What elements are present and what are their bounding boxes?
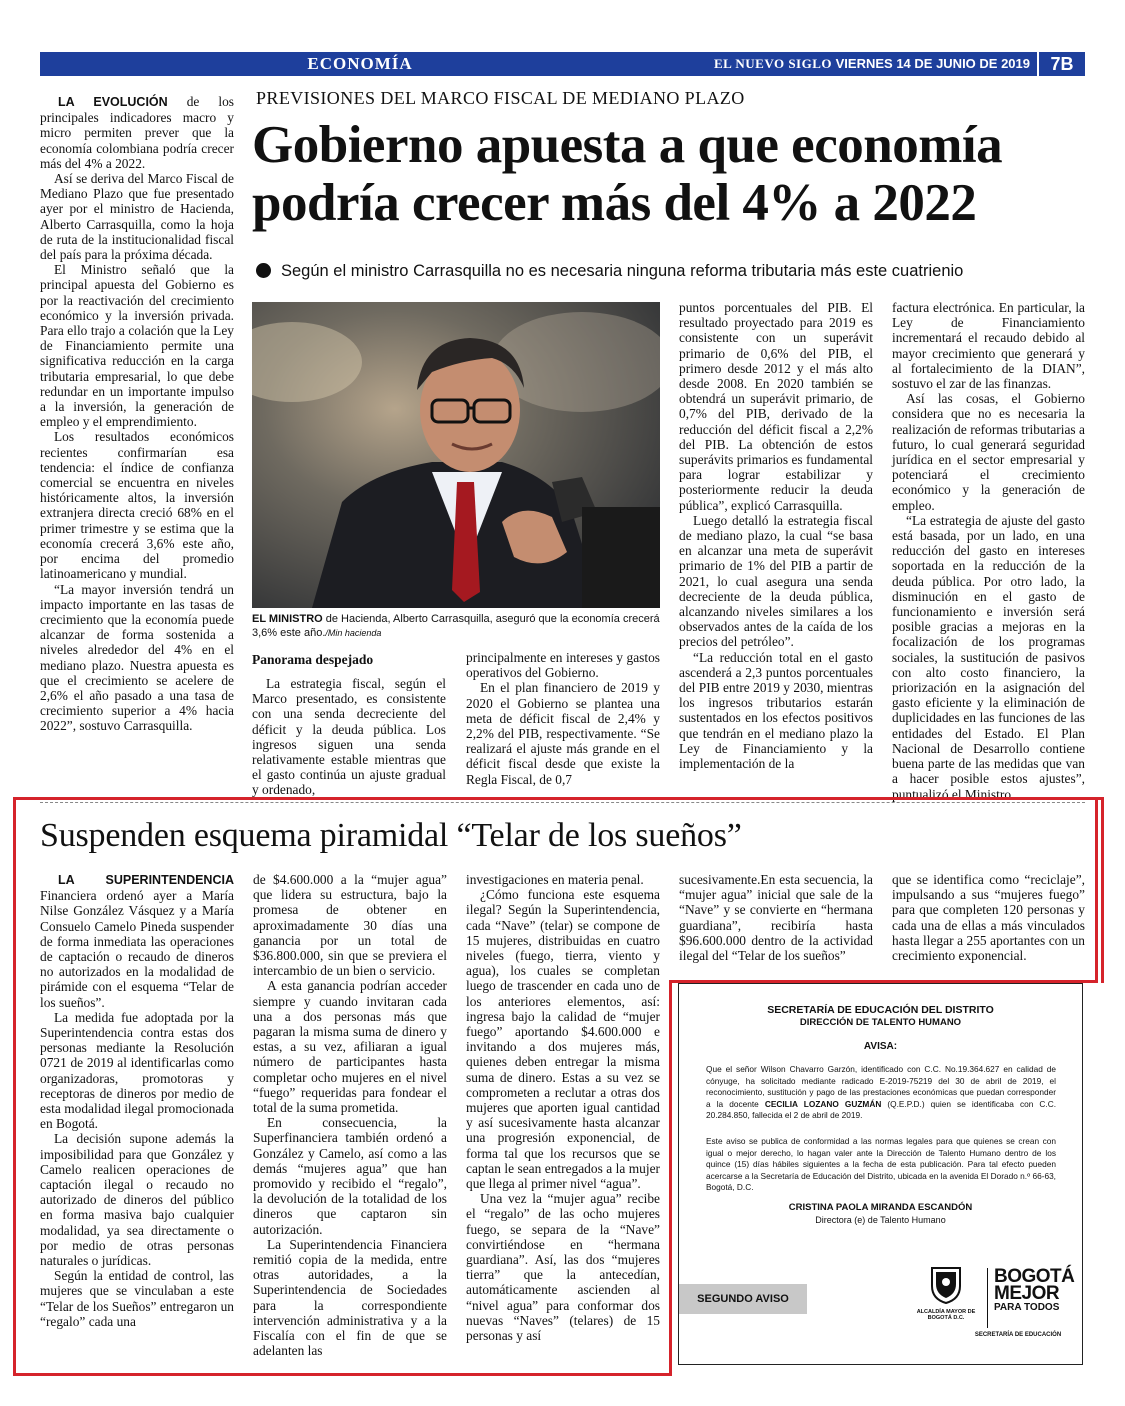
article-headline bbox=[252, 116, 1092, 232]
headline-line-1: Gobierno apuesta a que economía bbox=[252, 116, 1003, 174]
paragraph: LA SUPERINTENDENCIA Financiera ordenó ayer a María Nilse González Vásquez y a María Consuelo Camelo Pineda suspender de forma inmediata las operaciones de captación o recaudo de dineros no autorizados en la modalidad de pirámide con el esquema “Telar de los sueños”. bbox=[40, 873, 234, 1010]
article-kicker: PREVISIONES DEL MARCO FISCAL DE MEDIANO PLAZO bbox=[256, 88, 745, 108]
caption-lead: EL MINISTRO bbox=[252, 613, 323, 625]
notice-paragraph-1: Que el señor Wilson Chavarro Garzón, identificado con C.C. No.19.364.627 en calidad de cónyuge, ha solicitado mediante radicado E-2019-75219 del 30 de abril de 2019, el reconocimiento, sustitución y pago de las prestaciones económicas que puedan corresponder a la docente CECILIA LOZANO GUZMÁN (Q.E.P.D.) quien se identificaba con C.C. 20.284.850, fallecida el 2 de abril de 2019. bbox=[706, 1064, 1057, 1120]
notice-name: CECILIA LOZANO GUZMÁN bbox=[764, 1098, 882, 1109]
page-number: 7B bbox=[1037, 52, 1085, 76]
paragraph: En el plan financiero de 2019 y 2020 el Gobierno se plantea una meta de déficit fiscal de 2,4% y 2,2% del PIB, respectivamente. “Se realizará el ajuste más grande en el déficit fiscal desde que existe la Regla Fiscal, de 0,7 bbox=[466, 680, 660, 787]
paragraph: ¿Cómo funciona este esquema ilegal? Según la Superintendencia, cada “Nave” (telar) se compone de 15 mujeres, distribuidas en cuatro niveles (fuego, tierra, viento y agua), los cuales se completan luego de trascender en cada uno de los anteriores elementos, así: ingresa bajo la calidad de “mujer fuego” aportando $4.600.000 e invitando a dos mujeres más, quienes deben entregar la misma suma de dinero. Estas a su vez se comprometen a reclutar a otras dos mujeres que aporten igual cantidad y así sucesivamente hasta alcanzar una progresión exponencial, de forma tal que los recursos que se captan le sean entregados a la mujer que llega al primer nivel “agua”. bbox=[466, 887, 660, 1192]
issue-date: VIERNES 14 DE JUNIO DE 2019 bbox=[835, 56, 1030, 71]
paragraph: Así las cosas, el Gobierno considera que no es necesaria la realización de reformas tributarias a futuro, lo cual generará seguridad jurídica en el sector empresarial y potenciará el crecimiento económico y la generación de empleo. bbox=[892, 391, 1085, 513]
paragraph: La decisión supone además la imposibilidad para que González y Camelo realicen operaciones de captación ilegal o recaudo no autorizado de dineros del público en forma masiva bajo cualquier modalidad, ya sea directamente o por medio de otras personas naturales o jurídicas. bbox=[40, 1131, 234, 1269]
divider bbox=[40, 802, 1085, 803]
paper-name: EL NUEVO SIGLO bbox=[714, 56, 833, 71]
alcaldia-text: ALCALDÍA MAYOR DE BOGOTÁ D.C. bbox=[916, 1309, 976, 1321]
minister-photo bbox=[252, 302, 660, 608]
article2-column-4 bbox=[679, 872, 873, 963]
article2-column-3 bbox=[466, 872, 660, 1343]
lead-in: LA SUPERINTENDENCIA bbox=[58, 873, 234, 887]
paragraph: Así se deriva del Marco Fiscal de Mediano Plazo que fue presentado ayer por el ministro de Hacienda, Alberto Carrasquilla, como la hoja de ruta de la institucionalidad fiscal del país para la próxima década. bbox=[40, 171, 234, 263]
headline-line-2: podría crecer más del 4% a 2022 bbox=[252, 174, 977, 232]
notice-paragraph-2: Este aviso se publica de conformidad a las normas legales para que quienes se crean con igual o mejor derecho, lo hagan valer ante la Dirección de Talento Humano dentro de los quince (15) días hábiles siguientes a la fecha de esta publicación. Para tal efecto pueden acercarse a la Secretaría de Educación del Distrito, ubicada en la avenida El Dorado n.º 66-63, Bogotá, D.C. bbox=[706, 1136, 1056, 1192]
paragraph: Una vez la “mujer agua” recibe el “regalo” de las ocho mujeres fuego, se separa de la “Nave” convirtiéndose en “hermana guardiana”. Así, las dos “mujeres tierra” que la antecedían, automáticamente ascienden al “nivel agua” para conformar dos nuevas “Naves” (telares) de 15 personas y así bbox=[466, 1191, 660, 1344]
section-header-bar bbox=[40, 52, 1085, 76]
paragraph: factura electrónica. En particular, la Ley de Financiamiento incrementará el recaudo debido al mayor crecimiento que generará y al fortalecimiento de la DIAN”, sostuvo el zar de las finanzas. bbox=[892, 300, 1085, 392]
article1-column-1 bbox=[40, 94, 234, 734]
paragraph: puntos porcentuales del PIB. El resultado proyectado para 2019 es consistente con un superávit primario de 0,6% del PIB, el primero desde 2012 y el más alto desde 2008. En 2020 también se obtendrá un superávit primario, de 0,7% del PIB, derivado de la reducción del déficit fiscal a 2,2% del PIB. La obtención de estos superávits primarios es fundamental para lograr estabilizar y posteriormente reducir la deuda pública”, explicó Carrasquilla. bbox=[679, 300, 873, 513]
article1-column-3 bbox=[466, 650, 660, 787]
highlight-frame-right bbox=[1095, 797, 1098, 983]
section-subhead: Panorama despejado bbox=[252, 652, 374, 667]
paragraph: investigaciones en materia penal. bbox=[466, 872, 644, 887]
subhead-text: Según el ministro Carrasquilla no es necesaria ninguna reforma tributaria más este cuatrienio bbox=[281, 262, 964, 280]
article2-column-1 bbox=[40, 872, 234, 1329]
notice-signer-role: Directora (e) de Talento Humano bbox=[815, 1215, 946, 1225]
photo-caption bbox=[252, 612, 660, 640]
paragraph: La estrategia fiscal, según el Marco presentado, es consistente con una senda decreciente del déficit y la deuda pública. Los ingresos siguen una senda relativamente estable mientras que el gasto continúa un ajuste gradual y ordenado, bbox=[252, 676, 446, 798]
lead-in: LA EVOLUCIÓN bbox=[58, 95, 168, 109]
highlight-frame-bottom bbox=[13, 1373, 672, 1376]
paragraph: Los resultados económicos recientes confirmarían esa tendencia: el índice de confianza comercial se encuentra en niveles históricamente altos, la inversión extranjera directa creció 68% en el primer trimestre y se estima que la economía crecerá 3,6% este año, por encima del promedio latinoamericano y mundial. bbox=[40, 429, 234, 582]
coat-of-arms-icon bbox=[929, 1266, 963, 1304]
paragraph: sucesivamente.En esta secuencia, la “mujer agua” inicial que sale de la “Nave” y se convierte en “hermana guardiana”, recibiría hasta $96.600.000 dentro de la actividad ilegal del “Telar de los sueños” bbox=[679, 872, 873, 964]
paragraph: que se identifica como “reciclaje”, impulsando a sus “mujeres fuego” para que completen 120 personas y cada una de ellas a más vinculados hasta llegar a 255 aportantes con un crecimiento exponencial. bbox=[892, 872, 1085, 964]
paragraph: Luego detalló la estrategia fiscal de mediano plazo, la cual “se basa en alcanzar una meta de superávit primario de 1% del PIB a partir de 2021, lo cual asegura una senda decreciente de la deuda pública, alcanzando niveles similares a los observados antes de la caída de los precios del petróleo”. bbox=[679, 512, 873, 650]
article2-column-5 bbox=[892, 872, 1085, 963]
article-subhead bbox=[256, 262, 963, 281]
paragraph: La Superintendencia Financiera remitió copia de la medida, entre otras autoridades, a la Superintendencia de Sociedades para la correspondiente intervención administrativa y a la Fiscalía con el fin de que se adelanten las bbox=[253, 1236, 447, 1359]
paragraph: de $4.600.000 a la “mujer agua” que lidera su estructura, bajo la promesa de obtener en aproximadamente 30 días una ganancia por un total de $36.800.000, sin que se previera el intercambio de un bien o servicio. bbox=[253, 872, 447, 979]
paragraph: Según la entidad de control, las mujeres que se vinculaban a este “Telar de los Sueños” entregaron un “regalo” cada una bbox=[40, 1268, 234, 1329]
paragraph: A esta ganancia podrían acceder siempre y cuando invitaran cada una a dos personas más que pagaran la misma suma de dinero y estas, a su vez, afiliaran a igual número de participantes hasta completar ocho mujeres en el nivel “fuego” requeridas para fondear el total de la suma prometida. bbox=[253, 978, 447, 1116]
article1-column-2 bbox=[252, 676, 446, 798]
section-title: ECONOMÍA bbox=[307, 54, 413, 73]
article2-column-2 bbox=[253, 872, 447, 1359]
article2-headline: Suspenden esquema piramidal “Telar de los sueños” bbox=[40, 817, 742, 854]
minister-photo-image bbox=[252, 302, 660, 608]
notice-aviso: AVISA: bbox=[863, 1041, 898, 1052]
paragraph: principalmente en intereses y gastos operativos del Gobierno. bbox=[466, 650, 660, 681]
paragraph: La medida fue adoptada por la Superintendencia contra estas dos personas mediante la Resolución 0721 de 2019 al identificarlas como organizadoras, promotoras y receptoras de dineros por medio de esta modalidad ilegal promocionada en Bogotá. bbox=[40, 1009, 234, 1132]
article1-column-5 bbox=[892, 300, 1085, 802]
notice-title: SECRETARÍA DE EDUCACIÓN DEL DISTRITO bbox=[767, 1004, 994, 1016]
paragraph: El Ministro señaló que la principal apuesta del Gobierno es por la reactivación del crecimiento económico y la inversión privada. Para ello trajo a colación que la Ley de Financiamiento permite una significativa reducción en la carga tributaria empresarial, lo que debe redundar en un importante impulso a la inversión, la generación de empleo y el emprendimiento. bbox=[40, 262, 234, 430]
segundo-aviso-label: SEGUNDO AVISO bbox=[679, 1284, 807, 1314]
article1-column-4 bbox=[679, 300, 873, 771]
notice-subtitle: DIRECCIÓN DE TALENTO HUMANO bbox=[799, 1017, 962, 1028]
alcaldia-logo bbox=[911, 1266, 981, 1336]
caption-text: de Hacienda, Alberto Carrasquilla, aseguró que la economía crecerá 3,6% este año. bbox=[252, 613, 660, 639]
paper-dateline bbox=[714, 52, 1030, 76]
notice-signer: CRISTINA PAOLA MIRANDA ESCANDÓN bbox=[788, 1202, 973, 1213]
paragraph: “La mayor inversión tendrá un impacto importante en las tasas de crecimiento que la economía puede alcanzar de forma sostenida a niveles alrededor del 4% en el mediano plazo. Nuestra apuesta es que el crecimiento se acelere de 2,6% el año pasado a una tasa de crecimiento superior a 4% hacia 2022”, sostuvo Carrasquilla. bbox=[40, 581, 234, 734]
paragraph: En consecuencia, la Superfinanciera también ordenó a González y Camelo, así como a las demás “mujeres agua” que han promovido y recibido el “regalo”, la devolución de la totalidad de los dineros que captaron sin autorización. bbox=[253, 1115, 447, 1237]
paragraph: “La reducción total en el gasto ascenderá a 2,3 puntos porcentuales del PIB entre 2019 y 2030, mientras los ingresos tributarios estarán sustentados en los efectos positivos que tendrán en el mediano plazo la Ley de Financiamiento y la implementación de la bbox=[679, 649, 873, 772]
paragraph: “La estrategia de ajuste del gasto está basada, por un lado, en una reducción del gasto en intereses soportada en la reducción de la deuda pública. Por otro lado, la disminución en el gasto de funcionamiento e inversión será posible gracias a mejoras en la focalización de los programas sociales, la sustitución de pasivos con alto costo financiero, la priorización en la asignación del gasto eficiente y la eliminación de duplicidades en las funciones de las entidades del Estado. El Plan Nacional de Desarrollo contiene buena parte de las medidas que van a hacer posible estos ajustes”, puntualizó el Ministro. bbox=[892, 512, 1085, 802]
bogota-mejor-logo: BOGOTÁ MEJOR PARA TODOS SECRETARÍA DE EDUCACIÓN bbox=[987, 1268, 1084, 1328]
paragraph: LA EVOLUCIÓN de los principales indicadores macro y micro permiten prever que la economía colombiana podría crecer más del 4% a 2022. bbox=[40, 94, 234, 171]
highlight-frame-inner-right bbox=[669, 980, 672, 1373]
bullet-icon bbox=[256, 263, 271, 278]
photo-credit: /Min hacienda bbox=[325, 628, 382, 638]
legal-notice bbox=[678, 983, 1083, 1365]
